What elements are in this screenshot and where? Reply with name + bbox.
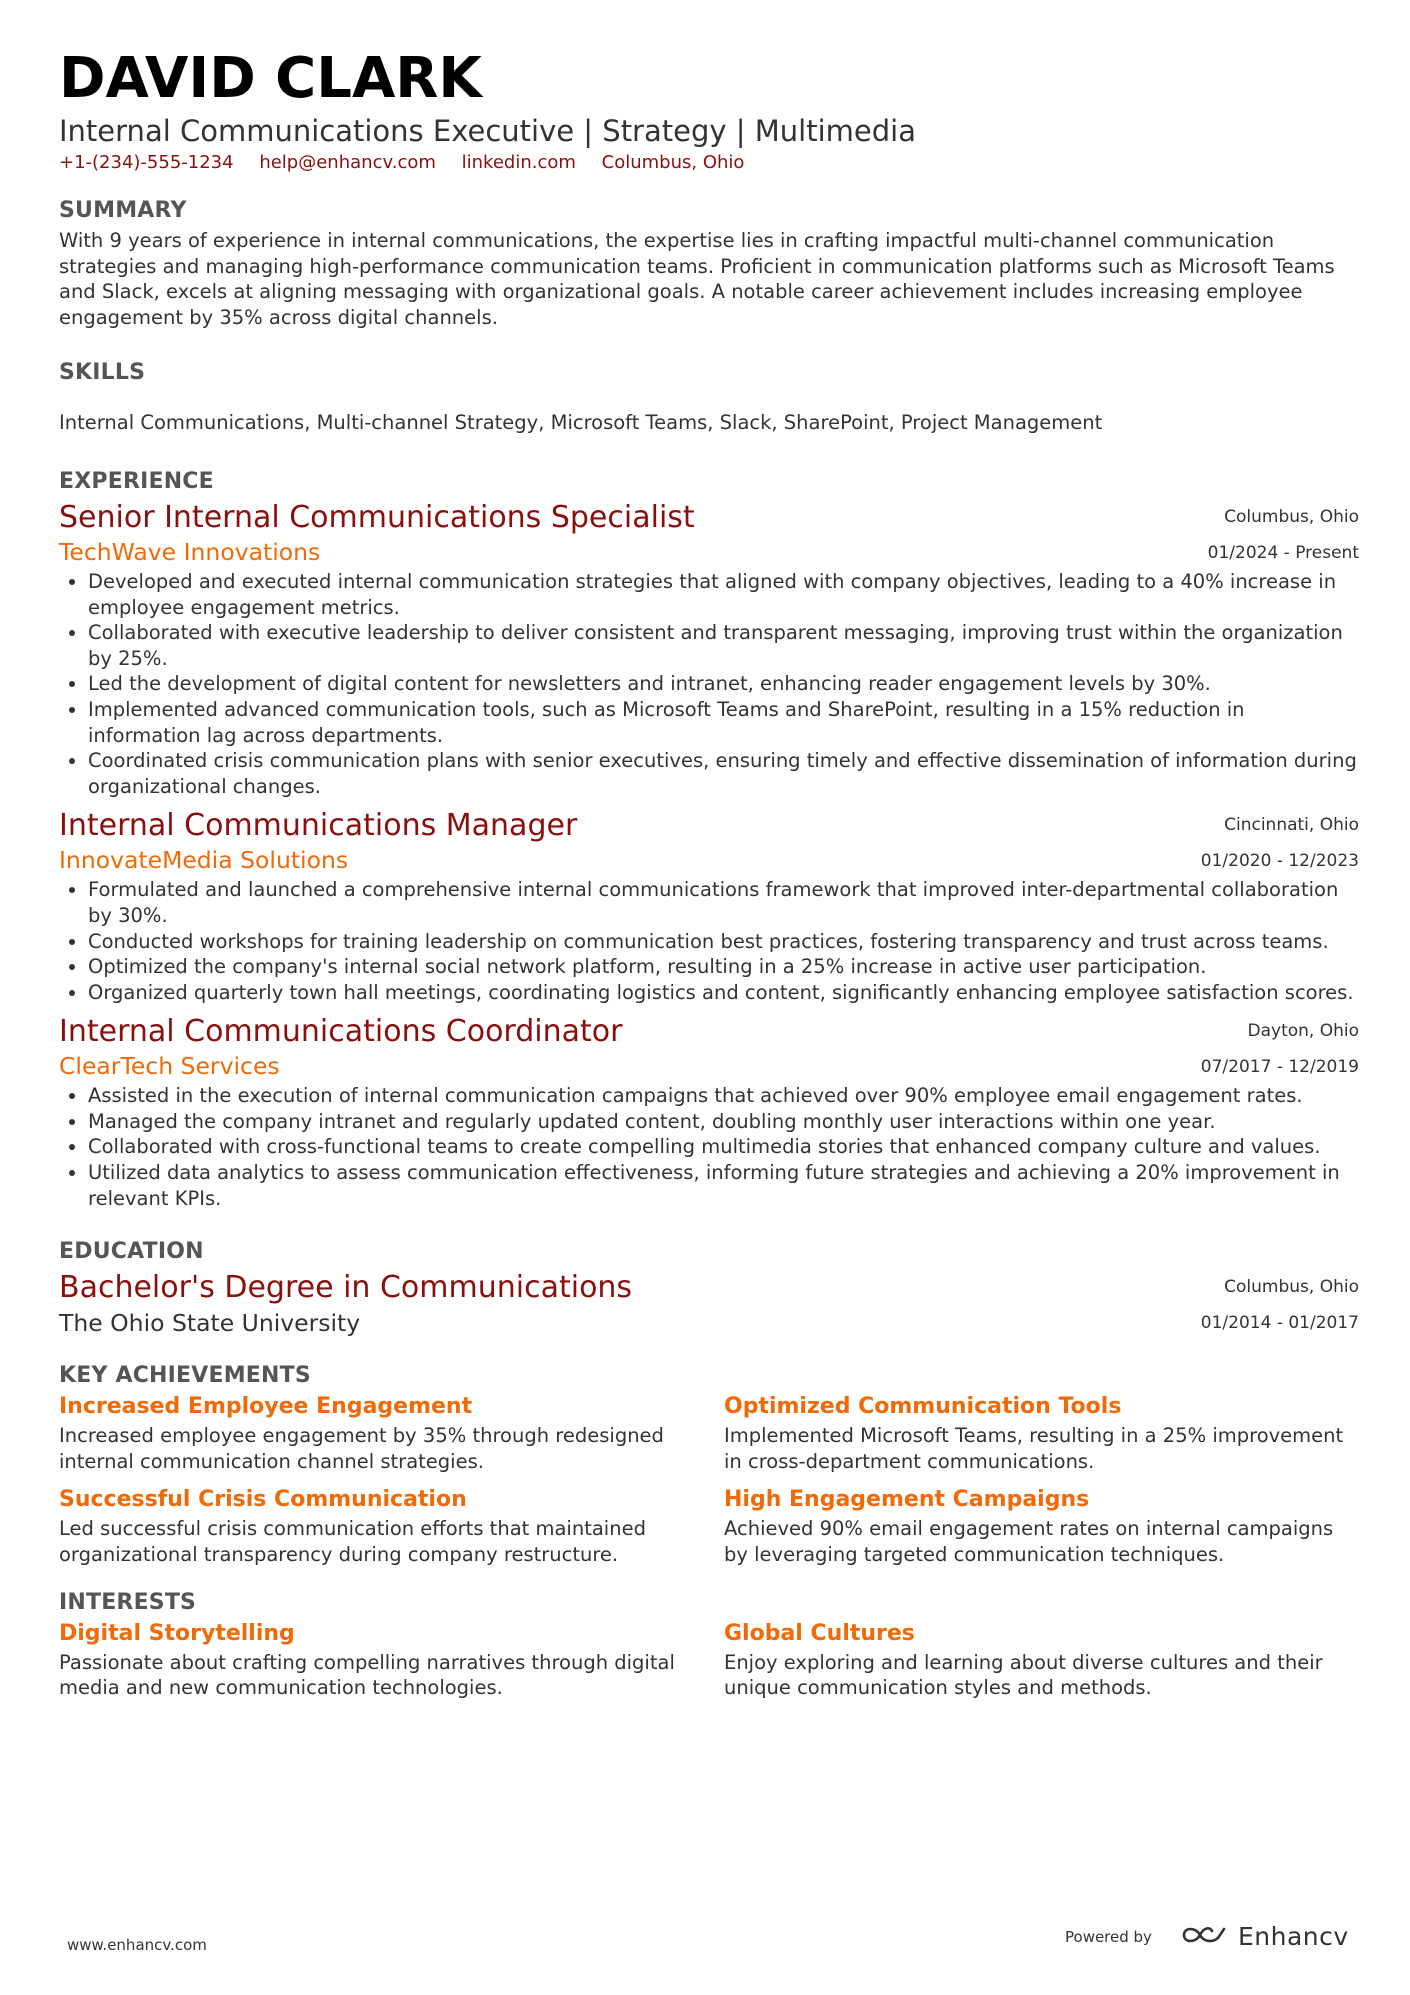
header: [59, 44, 1359, 176]
summary-text: With 9 years of experience in internal communications, the expertise lies in crafting impactful multi-channel communication strategies and managing high-performance communication teams. Proficient in communication platforms such as Microsoft Teams and Slack, excels at aligning messaging with organizational goals. A notable career achievement includes increasing employee engagement by 35% across digital channels.: [59, 229, 1335, 329]
section-title-interests: INTERESTS: [59, 1589, 197, 1615]
school: The Ohio State University: [59, 1309, 361, 1338]
bullet: • Utilized data analytics to assess communication effectiveness, informing future strategies and achieving a 20% improvement in relevant KPIs.: [88, 1160, 1359, 1211]
job-location: Cincinnati, Ohio: [1224, 815, 1359, 836]
interest-title: Global Cultures: [724, 1620, 915, 1646]
achievement-item: [59, 1391, 724, 1474]
bullet: • Coordinated crisis communication plans with senior executives, ensuring timely and effective dissemination of information during organizational changes.: [88, 748, 1359, 799]
job-title: Internal Communications Coordinator: [59, 1014, 623, 1050]
brand-name: Enhancv: [1237, 1922, 1349, 1951]
headline: Internal Communications Executive | Strategy | Multimedia: [59, 114, 916, 148]
job-bullets: [59, 569, 1359, 799]
interest-desc: Enjoy exploring and learning about diverse cultures and their unique communication styles and methods.: [724, 1650, 1323, 1700]
job-meta: [1201, 1013, 1359, 1085]
job-title: Senior Internal Communications Specialist: [59, 499, 695, 535]
job-entry: [59, 1013, 1359, 1211]
section-title-education: EDUCATION: [59, 1239, 204, 1265]
job-meta: [1208, 499, 1359, 571]
bullet: • Conducted workshops for training leadership on communication best practices, fostering transparency and trust across teams.: [88, 929, 1359, 955]
skills-section: [59, 358, 1359, 436]
summary-section: [59, 196, 1359, 330]
bullet: • Optimized the company's internal social network platform, resulting in a 25% increase in active user participation.: [88, 954, 1359, 980]
achievement-title: Increased Employee Engagement: [59, 1394, 473, 1420]
job-bullets: [59, 1083, 1359, 1211]
interest-title: Digital Storytelling: [59, 1620, 295, 1646]
job-company: InnovateMedia Solutions: [59, 846, 349, 875]
education-dates: 01/2014 - 01/2017: [1200, 1313, 1359, 1334]
achievement-desc: Led successful crisis communication efforts that maintained organizational transparency during company restructure.: [59, 1517, 646, 1567]
job-entry: [59, 807, 1359, 1005]
job-company: ClearTech Services: [59, 1052, 280, 1081]
bullet: • Collaborated with cross-functional teams to create compelling multimedia stories that enhanced company culture and values.: [88, 1134, 1359, 1160]
education-location: Columbus, Ohio: [1224, 1277, 1359, 1298]
job-location: Dayton, Ohio: [1247, 1021, 1359, 1042]
job-title: Internal Communications Manager: [59, 808, 578, 844]
job-dates: 01/2020 - 12/2023: [1200, 851, 1359, 872]
interest-item: [724, 1618, 1359, 1701]
bullet: • Organized quarterly town hall meetings, coordinating logistics and content, significantly enhancing employee satisfaction scores.: [88, 980, 1359, 1006]
bullet: • Assisted in the execution of internal communication campaigns that achieved over 90% employee email engagement rates.: [88, 1083, 1359, 1109]
job-bullets: [59, 877, 1359, 1005]
powered-by-label: Powered by: [1065, 1927, 1152, 1946]
experience-section: [59, 467, 1359, 1211]
footer-website[interactable]: www.enhancv.com: [67, 1936, 207, 1954]
contact-row: [59, 150, 1359, 176]
interests-grid: [59, 1618, 1359, 1701]
email[interactable]: help@enhancv.com: [259, 152, 436, 173]
bullet: • Formulated and launched a comprehensive internal communications framework that improved inter-departmental collaboration by 30%.: [88, 877, 1359, 928]
achievement-title: Optimized Communication Tools: [724, 1394, 1122, 1420]
education-entry: [59, 1269, 1359, 1339]
bullet: • Managed the company intranet and regularly updated content, doubling monthly user interactions within one year.: [88, 1109, 1359, 1135]
achievement-desc: Achieved 90% email engagement rates on internal campaigns by leveraging targeted communication techniques.: [724, 1517, 1334, 1567]
section-title-summary: SUMMARY: [59, 198, 187, 223]
job-entry: [59, 499, 1359, 799]
achievement-item: [724, 1484, 1359, 1567]
bullet: • Implemented advanced communication tools, such as Microsoft Teams and SharePoint, resulting in a 15% reduction in information lag across departments.: [88, 697, 1359, 748]
job-meta: [1201, 807, 1359, 879]
interests-section: [59, 1588, 1359, 1701]
linkedin[interactable]: linkedin.com: [461, 152, 576, 173]
education-section: [59, 1237, 1359, 1339]
job-dates: 07/2017 - 12/2019: [1200, 1057, 1359, 1078]
bullet: • Developed and executed internal communication strategies that aligned with company objectives, leading to a 40% increase in employee engagement metrics.: [88, 569, 1359, 620]
job-location: Columbus, Ohio: [1224, 506, 1359, 527]
interest-item: [59, 1618, 724, 1701]
location: Columbus, Ohio: [601, 152, 745, 173]
job-company: TechWave Innovations: [59, 537, 321, 566]
achievements-grid: [59, 1391, 1359, 1567]
section-title-skills: SKILLS: [59, 360, 146, 386]
achievements-section: [59, 1361, 1359, 1567]
achievement-item: [724, 1391, 1359, 1474]
candidate-name: DAVID CLARK: [59, 46, 482, 111]
achievement-item: [59, 1484, 724, 1567]
education-meta: [1201, 1269, 1359, 1341]
enhancv-logo-icon: [1180, 1923, 1228, 1951]
section-title-experience: EXPERIENCE: [59, 468, 214, 494]
job-dates: 01/2024 - Present: [1207, 542, 1359, 563]
achievement-title: High Engagement Campaigns: [724, 1487, 1090, 1513]
skills-text: Internal Communications, Multi-channel Strategy, Microsoft Teams, Slack, SharePoint, Project Management: [59, 411, 1103, 435]
achievement-desc: Implemented Microsoft Teams, resulting in a 25% improvement in cross-department communications.: [724, 1424, 1344, 1473]
interest-desc: Passionate about crafting compelling narratives through digital media and new communication technologies.: [59, 1650, 675, 1700]
degree: Bachelor's Degree in Communications: [59, 1270, 633, 1306]
phone[interactable]: +1-(234)-555-1234: [59, 152, 234, 173]
bullet: • Collaborated with executive leadership to deliver consistent and transparent messaging, improving trust within the organization by 25%.: [88, 620, 1359, 671]
footer-branding[interactable]: [1065, 1922, 1349, 1951]
resume-content: [59, 44, 1359, 1701]
achievement-title: Successful Crisis Communication: [59, 1487, 467, 1513]
section-title-achievements: KEY ACHIEVEMENTS: [59, 1363, 311, 1389]
bullet: • Led the development of digital content for newsletters and intranet, enhancing reader engagement levels by 30%.: [88, 671, 1359, 697]
achievement-desc: Increased employee engagement by 35% through redesigned internal communication channel strategies.: [59, 1424, 664, 1473]
